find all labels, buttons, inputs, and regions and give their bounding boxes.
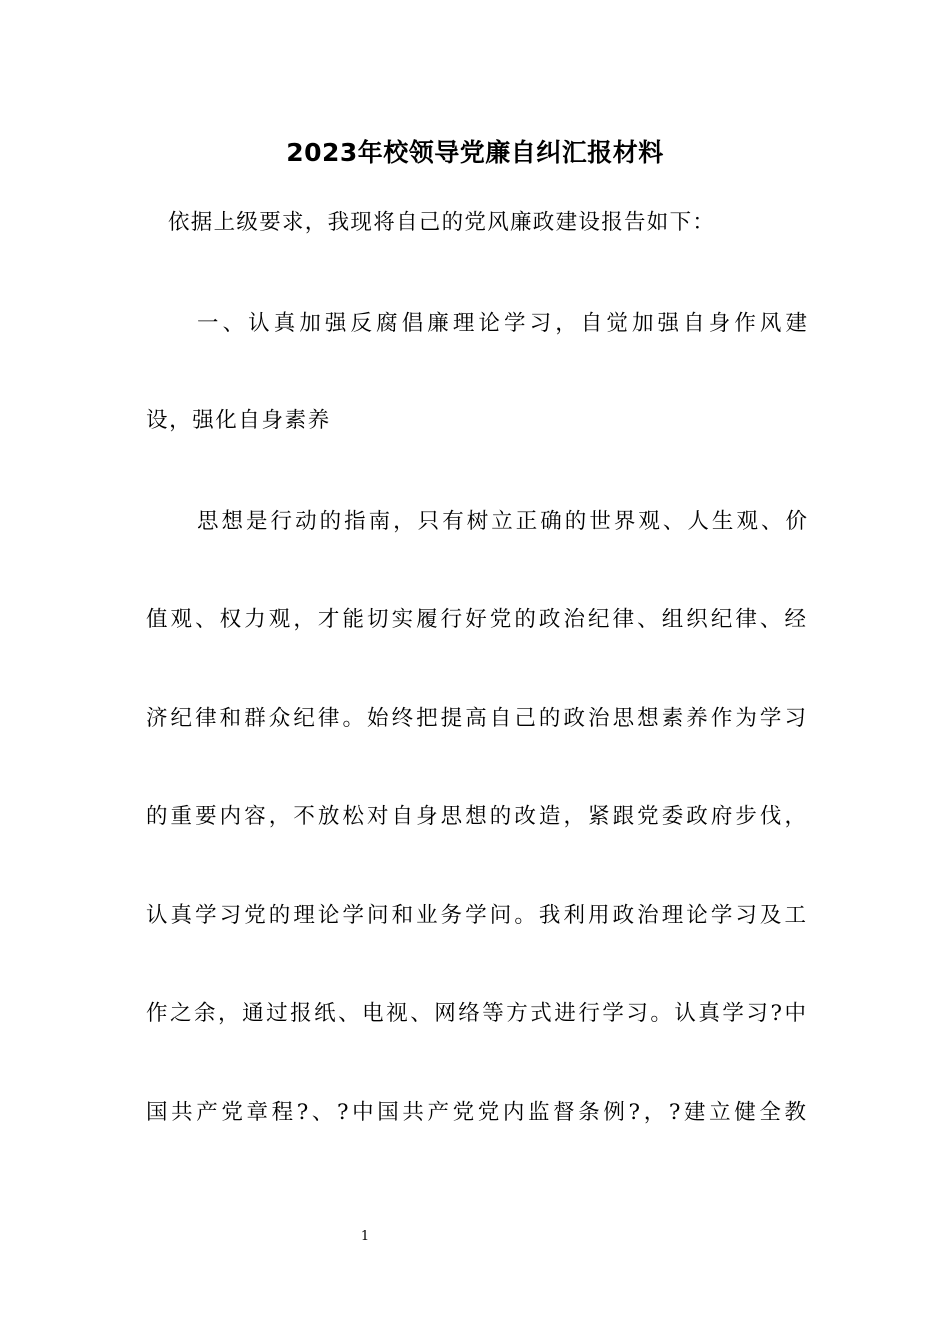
paragraph-line-7: 国共产党章程?、?中国共产党党内监督条例?，?建立健全教 (146, 1100, 806, 1125)
paragraph-line-1: 思想是行动的指南，只有树立正确的世界观、人生观、价 (197, 509, 807, 534)
paragraph-line-4: 的重要内容，不放松对自身思想的改造，紧跟党委政府步伐， (146, 804, 806, 829)
paragraph-line-2: 值观、权力观，才能切实履行好党的政治纪律、组织纪律、经 (146, 607, 806, 632)
paragraph-intro: 依据上级要求，我现将自己的党风廉政建设报告如下： (168, 210, 716, 235)
section-heading-line-1: 一、认真加强反腐倡廉理论学习，自觉加强自身作风建 (197, 311, 807, 336)
paragraph-line-6: 作之余，通过报纸、电视、网络等方式进行学习。认真学习?中 (146, 1001, 806, 1026)
section-heading-line-2: 设，强化自身素养 (146, 408, 331, 433)
paragraph-line-5: 认真学习党的理论学问和业务学问。我利用政治理论学习及工 (146, 903, 806, 928)
document-title: 2023年校领导党廉自纠汇报材料 (286, 138, 664, 167)
page-number: 1 (360, 1229, 370, 1244)
paragraph-line-3: 济纪律和群众纪律。始终把提高自己的政治思想素养作为学习 (146, 706, 806, 731)
